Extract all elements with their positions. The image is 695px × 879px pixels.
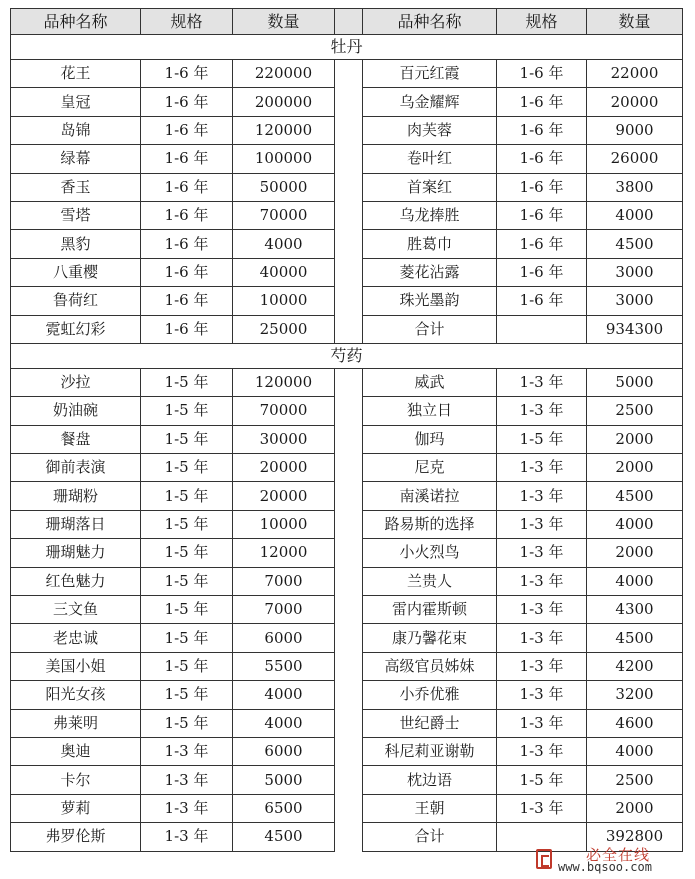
quantity-cell: 4000 [587,510,683,538]
table-row [11,230,683,258]
gap-cell [335,116,363,144]
quantity-cell: 4200 [587,652,683,680]
spec-cell: 1-3 年 [141,794,233,822]
variety-name-cell: 八重樱 [11,258,141,286]
spec-cell: 1-5 年 [141,539,233,567]
table-row [11,454,683,482]
spec-cell: 1-6 年 [141,201,233,229]
quantity-cell: 50000 [233,173,335,201]
quantity-cell: 4000 [233,709,335,737]
quantity-cell: 392800 [587,823,683,851]
spec-cell: 1-3 年 [141,737,233,765]
variety-name-cell: 奶油碗 [11,397,141,425]
quantity-cell: 12000 [233,539,335,567]
spec-cell: 1-6 年 [497,287,587,315]
quantity-cell: 5000 [233,766,335,794]
quantity-cell: 4500 [587,624,683,652]
table-row [11,145,683,173]
gap-cell [335,709,363,737]
table-row [11,397,683,425]
quantity-cell: 30000 [233,425,335,453]
spec-cell: 1-3 年 [497,624,587,652]
quantity-cell: 6000 [233,624,335,652]
spec-cell: 1-3 年 [497,681,587,709]
variety-name-cell: 合计 [363,315,497,343]
quantity-cell: 5000 [587,368,683,396]
variety-name-cell: 黑豹 [11,230,141,258]
variety-name-cell: 高级官员姊妹 [363,652,497,680]
variety-name-cell: 合计 [363,823,497,851]
spec-cell: 1-3 年 [497,652,587,680]
header-variety-name: 品种名称 [363,9,497,35]
table-row [11,510,683,538]
gap-cell [335,287,363,315]
gap-cell [335,173,363,201]
table-row [11,60,683,88]
variety-name-cell: 岛锦 [11,116,141,144]
quantity-cell: 6000 [233,737,335,765]
gap-cell [335,425,363,453]
watermark-logo-icon [536,849,552,869]
spec-cell: 1-5 年 [141,482,233,510]
quantity-cell: 70000 [233,397,335,425]
spec-cell: 1-6 年 [497,201,587,229]
gap-cell [335,315,363,343]
spec-cell: 1-3 年 [497,454,587,482]
spec-cell: 1-3 年 [497,596,587,624]
quantity-cell: 2000 [587,539,683,567]
table-row [11,368,683,396]
spec-cell: 1-5 年 [141,425,233,453]
quantity-cell: 4300 [587,596,683,624]
quantity-cell: 4500 [233,823,335,851]
section-title: 牡丹 [11,35,683,60]
quantity-cell: 4500 [587,482,683,510]
quantity-cell: 4000 [587,737,683,765]
section-row [11,35,683,60]
quantity-cell: 4000 [587,201,683,229]
gap-cell [335,510,363,538]
header-spec: 规格 [141,9,233,35]
gap-cell [335,652,363,680]
table-row [11,482,683,510]
spec-cell: 1-6 年 [141,145,233,173]
variety-name-cell: 尼克 [363,454,497,482]
variety-name-cell: 威武 [363,368,497,396]
variety-name-cell: 萝莉 [11,794,141,822]
quantity-cell: 2000 [587,454,683,482]
watermark-url: www.bqsoo.com [558,860,652,874]
quantity-cell: 4500 [587,230,683,258]
variety-name-cell: 珊瑚落日 [11,510,141,538]
quantity-cell: 120000 [233,116,335,144]
spec-cell: 1-6 年 [141,287,233,315]
variety-name-cell: 独立日 [363,397,497,425]
spec-cell: 1-6 年 [141,315,233,343]
variety-name-cell: 菱花沾露 [363,258,497,286]
table-row [11,116,683,144]
table-row [11,315,683,343]
quantity-cell: 3200 [587,681,683,709]
table-row [11,624,683,652]
spec-cell: 1-6 年 [497,145,587,173]
variety-name-cell: 科尼莉亚谢勒 [363,737,497,765]
gap-cell [335,60,363,88]
variety-name-cell: 绿幕 [11,145,141,173]
quantity-cell: 3000 [587,258,683,286]
spec-cell: 1-6 年 [497,60,587,88]
quantity-cell: 2500 [587,766,683,794]
variety-name-cell: 阳光女孩 [11,681,141,709]
header-spec: 规格 [497,9,587,35]
spec-cell: 1-5 年 [141,624,233,652]
spec-cell: 1-5 年 [141,681,233,709]
gap-cell [335,567,363,595]
spec-cell: 1-3 年 [497,510,587,538]
watermark [536,846,686,876]
gap-cell [335,258,363,286]
variety-name-cell: 兰贵人 [363,567,497,595]
spec-cell: 1-3 年 [497,794,587,822]
spec-cell: 1-6 年 [141,230,233,258]
variety-name-cell: 枕边语 [363,766,497,794]
variety-name-cell: 胜葛巾 [363,230,497,258]
quantity-cell: 40000 [233,258,335,286]
variety-name-cell: 百元红霞 [363,60,497,88]
quantity-cell: 4600 [587,709,683,737]
table-row [11,709,683,737]
quantity-cell: 4000 [233,230,335,258]
gap-cell [335,794,363,822]
quantity-cell: 20000 [233,454,335,482]
spec-cell: 1-6 年 [497,88,587,116]
quantity-cell: 100000 [233,145,335,173]
quantity-cell: 200000 [233,88,335,116]
gap-cell [335,766,363,794]
variety-name-cell: 王朝 [363,794,497,822]
table-row [11,173,683,201]
gap-cell [335,681,363,709]
table-row [11,596,683,624]
quantity-cell: 220000 [233,60,335,88]
header-quantity: 数量 [233,9,335,35]
quantity-cell: 70000 [233,201,335,229]
spec-cell: 1-3 年 [497,737,587,765]
spec-cell: 1-6 年 [141,173,233,201]
spec-cell: 1-5 年 [141,510,233,538]
quantity-cell: 9000 [587,116,683,144]
spec-cell: 1-6 年 [497,116,587,144]
quantity-cell: 2500 [587,397,683,425]
spec-cell: 1-5 年 [141,596,233,624]
spec-cell: 1-5 年 [141,652,233,680]
spec-cell: 1-6 年 [141,116,233,144]
section-row [11,343,683,368]
spec-cell: 1-6 年 [141,258,233,286]
quantity-cell: 6500 [233,794,335,822]
gap-cell [335,823,363,851]
variety-name-cell: 珊瑚魅力 [11,539,141,567]
spec-cell: 1-3 年 [141,823,233,851]
spec-cell [497,315,587,343]
spec-cell: 1-3 年 [497,539,587,567]
quantity-cell: 5500 [233,652,335,680]
gap-cell [335,596,363,624]
variety-name-cell: 香玉 [11,173,141,201]
variety-name-cell: 南溪诺拉 [363,482,497,510]
variety-name-cell: 珊瑚粉 [11,482,141,510]
quantity-cell: 25000 [233,315,335,343]
quantity-cell: 7000 [233,567,335,595]
spec-cell: 1-6 年 [497,173,587,201]
spec-cell: 1-5 年 [141,709,233,737]
variety-name-cell: 美国小姐 [11,652,141,680]
quantity-cell: 20000 [587,88,683,116]
variety-name-cell: 卡尔 [11,766,141,794]
spec-cell: 1-6 年 [141,88,233,116]
variety-name-cell: 首案红 [363,173,497,201]
gap-cell [335,539,363,567]
table-row [11,201,683,229]
header-quantity: 数量 [587,9,683,35]
quantity-cell: 20000 [233,482,335,510]
spec-cell: 1-5 年 [141,454,233,482]
gap-cell [335,230,363,258]
quantity-cell: 934300 [587,315,683,343]
variety-name-cell: 世纪爵士 [363,709,497,737]
table-row [11,652,683,680]
spec-cell: 1-5 年 [497,766,587,794]
variety-name-cell: 霓虹幻彩 [11,315,141,343]
table-row [11,287,683,315]
gap-cell [335,482,363,510]
flower-inventory-table [10,8,683,852]
quantity-cell: 120000 [233,368,335,396]
variety-name-cell: 三文鱼 [11,596,141,624]
quantity-cell: 7000 [233,596,335,624]
variety-name-cell: 御前表演 [11,454,141,482]
spec-cell: 1-3 年 [497,567,587,595]
variety-name-cell: 雪塔 [11,201,141,229]
variety-name-cell: 珠光墨韵 [363,287,497,315]
quantity-cell: 4000 [587,567,683,595]
variety-name-cell: 奥迪 [11,737,141,765]
table-row [11,425,683,453]
table-row [11,766,683,794]
variety-name-cell: 鲁荷红 [11,287,141,315]
variety-name-cell: 小乔优雅 [363,681,497,709]
variety-name-cell: 卷叶红 [363,145,497,173]
variety-name-cell: 餐盘 [11,425,141,453]
spec-cell: 1-3 年 [141,766,233,794]
variety-name-cell: 弗莱明 [11,709,141,737]
spec-cell: 1-5 年 [141,567,233,595]
table-row [11,737,683,765]
gap-cell [335,624,363,652]
spec-cell: 1-5 年 [497,425,587,453]
spec-cell: 1-6 年 [141,60,233,88]
variety-name-cell: 路易斯的选择 [363,510,497,538]
spec-cell: 1-5 年 [141,368,233,396]
watermark-title: 必全在线 [586,846,651,864]
variety-name-cell: 康乃馨花束 [363,624,497,652]
variety-name-cell: 乌金耀辉 [363,88,497,116]
quantity-cell: 3800 [587,173,683,201]
table-row [11,88,683,116]
table-row [11,539,683,567]
header-variety-name: 品种名称 [11,9,141,35]
quantity-cell: 10000 [233,510,335,538]
variety-name-cell: 雷内霍斯顿 [363,596,497,624]
quantity-cell: 26000 [587,145,683,173]
table-row [11,681,683,709]
gap-cell [335,201,363,229]
gap-cell [335,145,363,173]
variety-name-cell: 肉芙蓉 [363,116,497,144]
variety-name-cell: 弗罗伦斯 [11,823,141,851]
quantity-cell: 2000 [587,794,683,822]
variety-name-cell: 乌龙捧胜 [363,201,497,229]
table-row [11,567,683,595]
header-gap [335,9,363,35]
gap-cell [335,737,363,765]
gap-cell [335,368,363,396]
header-row [11,9,683,35]
variety-name-cell: 皇冠 [11,88,141,116]
spec-cell: 1-3 年 [497,368,587,396]
variety-name-cell: 沙拉 [11,368,141,396]
spec-cell: 1-3 年 [497,482,587,510]
table-row [11,794,683,822]
gap-cell [335,454,363,482]
variety-name-cell: 老忠诚 [11,624,141,652]
quantity-cell: 3000 [587,287,683,315]
variety-name-cell: 红色魅力 [11,567,141,595]
spec-cell: 1-3 年 [497,397,587,425]
quantity-cell: 22000 [587,60,683,88]
spec-cell: 1-6 年 [497,258,587,286]
spec-cell: 1-5 年 [141,397,233,425]
variety-name-cell: 小火烈鸟 [363,539,497,567]
quantity-cell: 10000 [233,287,335,315]
gap-cell [335,397,363,425]
spec-cell: 1-6 年 [497,230,587,258]
quantity-cell: 2000 [587,425,683,453]
variety-name-cell: 伽玛 [363,425,497,453]
variety-name-cell: 花王 [11,60,141,88]
quantity-cell: 4000 [233,681,335,709]
table-body [11,35,683,852]
gap-cell [335,88,363,116]
section-title: 芍药 [11,343,683,368]
table-row [11,258,683,286]
spec-cell: 1-3 年 [497,709,587,737]
